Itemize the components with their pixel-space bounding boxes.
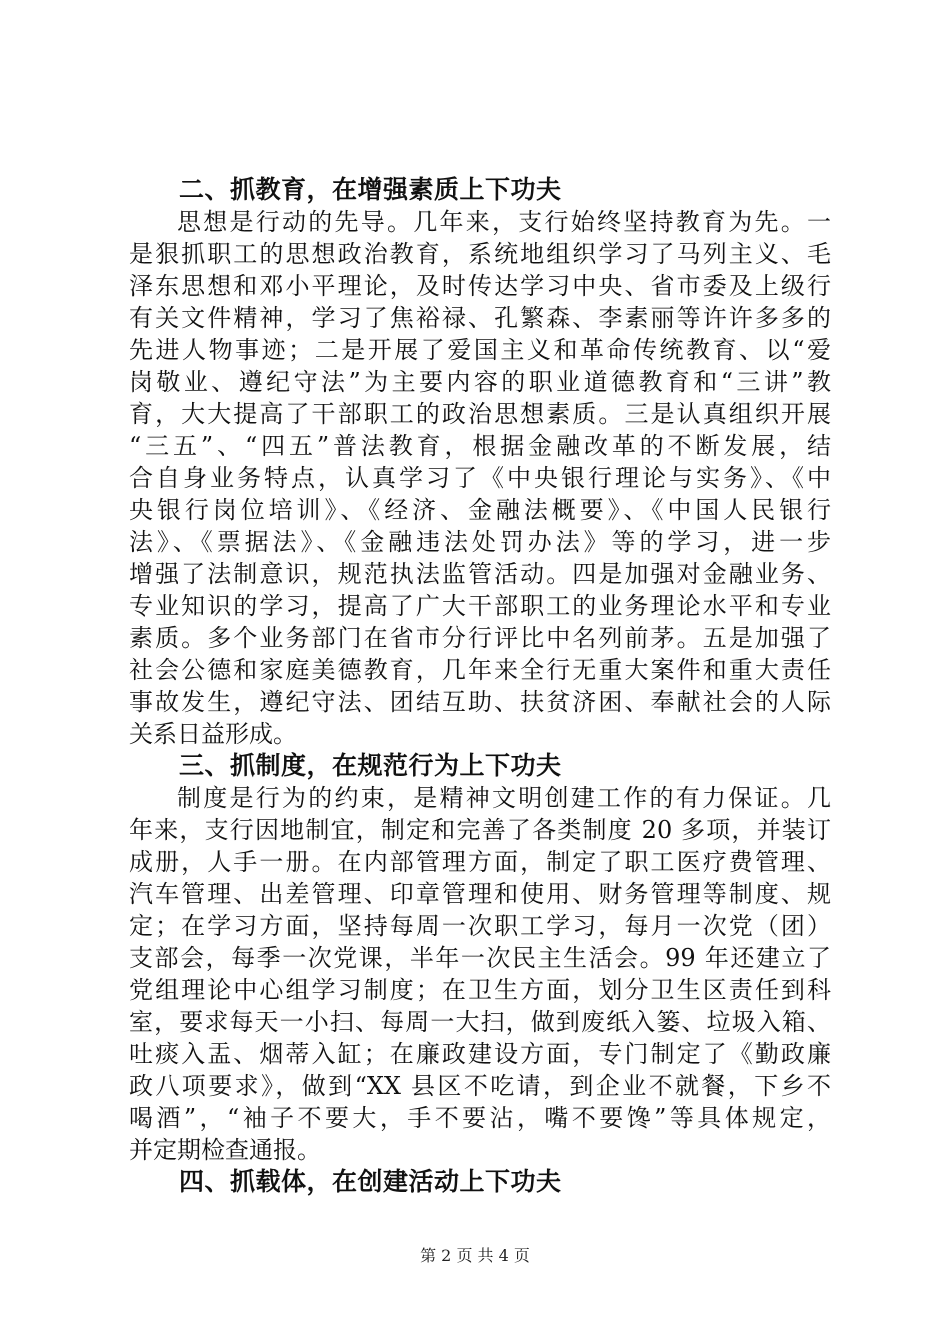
paragraph-line: 是狠抓职工的思想政治教育，系统地组织学习了马列主义、毛 — [129, 240, 831, 268]
paragraph-line: 定；在学习方面，坚持每周一次职工学习，每月一次党（团） — [129, 912, 831, 940]
paragraph-line: 社会公德和家庭美德教育，几年来全行无重大案件和重大责任 — [129, 656, 831, 684]
paragraph-line: 吐痰入盂、烟蒂入缸；在廉政建设方面，专门制定了《勤政廉 — [129, 1040, 831, 1068]
page-number: 第 2 页 共 4 页 — [420, 1246, 530, 1265]
paragraph-line: 事故发生，遵纪守法、团结互助、扶贫济困、奉献社会的人际 — [129, 688, 831, 716]
section-heading: 三、抓制度，在规范行为上下功夫 — [179, 751, 562, 780]
paragraph-line: 室，要求每天一小扫、每周一大扫，做到废纸入篓、垃圾入箱、 — [129, 1008, 831, 1036]
paragraph-line: 育，大大提高了干部职工的政治思想素质。三是认真组织开展 — [129, 400, 831, 428]
paragraph-line: 年来，支行因地制宜，制定和完善了各类制度 20 多项，并装订 — [129, 816, 831, 844]
paragraph-line: 先进人物事迹；二是开展了爱国主义和革命传统教育、以“爱 — [129, 336, 831, 364]
paragraph-line: 有关文件精神，学习了焦裕禄、孔繁森、李素丽等许许多多的 — [129, 304, 831, 332]
paragraph-line: 汽车管理、出差管理、印章管理和使用、财务管理等制度、规 — [129, 880, 831, 908]
paragraph-line: 专业知识的学习，提高了广大干部职工的业务理论水平和专业 — [129, 592, 831, 620]
paragraph-line: “三五”、“四五”普法教育，根据金融改革的不断发展，结 — [129, 432, 831, 460]
paragraph-line: 并定期检查通报。 — [129, 1136, 321, 1164]
paragraph-line: 央银行岗位培训》、《经济、金融法概要》、《中国人民银行 — [129, 496, 831, 524]
paragraph-line: 支部会，每季一次党课，半年一次民主生活会。99 年还建立了 — [129, 944, 831, 972]
paragraph-line: 合自身业务特点，认真学习了《中央银行理论与实务》、《中 — [129, 464, 831, 492]
paragraph-line: 政八项要求》，做到“XX 县区不吃请，到企业不就餐，下乡不 — [129, 1072, 831, 1100]
paragraph-line: 增强了法制意识，规范执法监管活动。四是加强对金融业务、 — [129, 560, 831, 588]
paragraph-line: 成册，人手一册。在内部管理方面，制定了职工医疗费管理、 — [129, 848, 831, 876]
paragraph-line: 党组理论中心组学习制度；在卫生方面，划分卫生区责任到科 — [129, 976, 831, 1004]
paragraph-line: 岗敬业、遵纪守法”为主要内容的职业道德教育和“三讲”教 — [129, 368, 831, 396]
paragraph-line: 喝酒”，“袖子不要大，手不要沾，嘴不要馋”等具体规定， — [129, 1104, 831, 1132]
paragraph-line: 制度是行为的约束，是精神文明创建工作的有力保证。几 — [177, 784, 831, 812]
paragraph-line: 泽东思想和邓小平理论，及时传达学习中央、省市委及上级行 — [129, 272, 831, 300]
paragraph-line: 关系日益形成。 — [129, 720, 297, 748]
paragraph-line: 素质。多个业务部门在省市分行评比中名列前茅。五是加强了 — [129, 624, 831, 652]
document-body — [129, 174, 831, 1198]
paragraph-line: 思想是行动的先导。几年来，支行始终坚持教育为先。一 — [177, 208, 831, 236]
section-heading: 二、抓教育，在增强素质上下功夫 — [179, 175, 562, 204]
section-heading: 四、抓载体，在创建活动上下功夫 — [179, 1167, 562, 1196]
paragraph-line: 法》、《票据法》、《金融违法处罚办法》等的学习，进一步 — [129, 528, 831, 556]
